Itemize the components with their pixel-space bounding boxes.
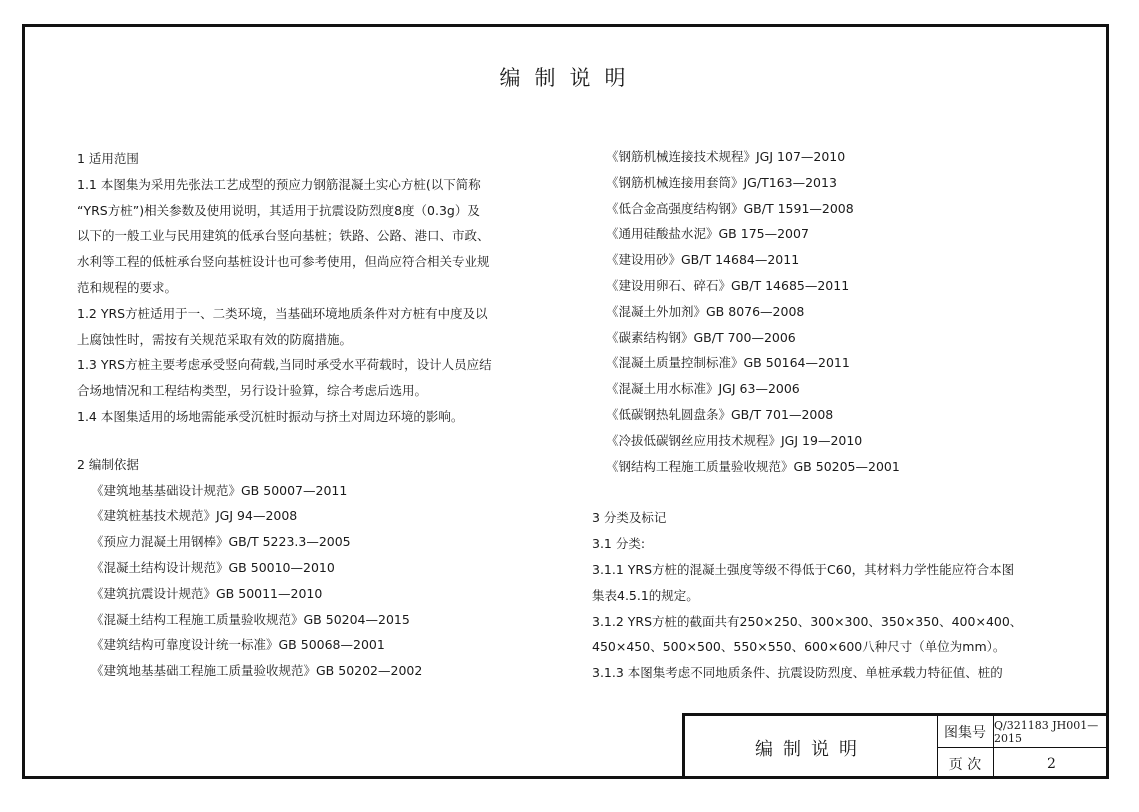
reference-item: 《碳素结构钢》GB/T 700—2006 xyxy=(606,329,796,345)
section-2-heading: 2 编制依据 xyxy=(77,456,139,472)
reference-item: 《混凝土外加剂》GB 8076—2008 xyxy=(606,303,805,319)
para-1-3-line: 1.3 YRS方桩主要考虑承受竖向荷载,当同时承受水平荷载时，设计人员应结 xyxy=(77,357,492,373)
section-3-heading: 3 分类及标记 xyxy=(592,510,667,526)
para-1-4: 1.4 本图集适用的场地需能承受沉桩时振动与挤土对周边环境的影响。 xyxy=(77,408,464,424)
para-3-1-3: 3.1.3 本图集考虑不同地质条件、抗震设防烈度、单桩承载力特征值、桩的 xyxy=(592,665,1003,681)
para-3-1: 3.1 分类: xyxy=(592,536,646,552)
section-1-heading: 1 适用范围 xyxy=(77,151,139,166)
title-block-page-row xyxy=(937,748,1109,779)
para-1-1-line: 范和规程的要求。 xyxy=(77,279,178,295)
reference-item: 《建筑桩基技术规范》JGJ 94—2008 xyxy=(91,508,298,524)
reference-item: 《建筑抗震设计规范》GB 50011—2010 xyxy=(91,585,323,601)
para-1-1-line: 以下的一般工业与民用建筑的低承台竖向基桩；铁路、公路、港口、市政、 xyxy=(77,228,490,244)
reference-item: 《建设用砂》GB/T 14684—2011 xyxy=(606,252,800,268)
title-block-atlas-row xyxy=(937,716,1109,748)
title-block-name: 编制说明 xyxy=(685,716,938,779)
para-1-2-line: 1.2 YRS方桩适用于一、二类环境，当基础环境地质条件对方桩有中度及以 xyxy=(77,305,488,321)
page-number: 2 xyxy=(1047,755,1056,772)
reference-item: 《通用硅酸盐水泥》GB 175—2007 xyxy=(606,226,809,242)
atlas-number-value: Q/321183 JH001—2015 xyxy=(994,718,1099,745)
para-1-1-line: 水利等工程的低桩承台竖向基桩设计也可参考使用，但尚应符合相关专业规 xyxy=(77,254,490,270)
para-1-3-line: 合场地情况和工程结构类型，另行设计验算，综合考虑后选用。 xyxy=(77,383,428,399)
para-1-1-line: “YRS方桩”)相关参数及使用说明，其适用于抗震设防烈度8度（0.3g）及 xyxy=(77,202,480,218)
right-column xyxy=(592,144,1062,686)
reference-item: 《混凝土结构工程施工质量验收规范》GB 50204—2015 xyxy=(91,611,410,627)
reference-item: 《低碳钢热轧圆盘条》GB/T 701—2008 xyxy=(606,406,834,422)
para-3-1-2-line: 3.1.2 YRS方桩的截面共有250×250、300×300、350×350、400×400、 xyxy=(592,613,1023,629)
reference-item: 《混凝土质量控制标准》GB 50164—2011 xyxy=(606,355,850,371)
page-label: 页 次 xyxy=(937,748,994,779)
para-1-1-line: 1.1 本图集为采用先张法工艺成型的预应力钢筋混凝土实心方桩(以下简称 xyxy=(77,176,481,192)
para-3-1-1-line: 3.1.1 YRS方桩的混凝土强度等级不得低于C60，其材料力学性能应符合本图 xyxy=(592,561,1015,577)
reference-item: 《建设用卵石、碎石》GB/T 14685—2011 xyxy=(606,277,850,293)
page-title: 编制说明 xyxy=(499,66,640,90)
reference-item: 《钢筋机械连接技术规程》JGJ 107—2010 xyxy=(606,149,846,164)
reference-item: 《混凝土结构设计规范》GB 50010—2010 xyxy=(91,559,335,575)
reference-item: 《低合金高强度结构钢》GB/T 1591—2008 xyxy=(606,200,854,216)
reference-item: 《混凝土用水标准》JGJ 63—2006 xyxy=(606,381,800,397)
reference-item: 《建筑地基基础工程施工质量验收规范》GB 50202—2002 xyxy=(91,663,423,679)
title-block xyxy=(682,713,1109,779)
para-3-1-1-line: 集表4.5.1的规定。 xyxy=(592,587,699,603)
left-column xyxy=(77,146,547,684)
reference-item: 《钢筋机械连接用套筒》JG/T163—2013 xyxy=(606,174,837,190)
reference-item: 《冷拔低碳钢丝应用技术规程》JGJ 19—2010 xyxy=(606,432,863,448)
para-1-2-line: 上腐蚀性时，需按有关规范采取有效的防腐措施。 xyxy=(77,331,353,347)
atlas-number-label: 图集号 xyxy=(937,716,994,747)
reference-item: 《钢结构工程施工质量验收规范》GB 50205—2001 xyxy=(606,458,900,474)
reference-item: 《预应力混凝土用钢棒》GB/T 5223.3—2005 xyxy=(91,534,351,550)
reference-item: 《建筑结构可靠度设计统一标准》GB 50068—2001 xyxy=(91,637,385,653)
reference-item: 《建筑地基基础设计规范》GB 50007—2011 xyxy=(91,482,348,498)
para-3-1-2-line: 450×450、500×500、550×550、600×600八种尺寸（单位为mm）。 xyxy=(592,639,1006,655)
